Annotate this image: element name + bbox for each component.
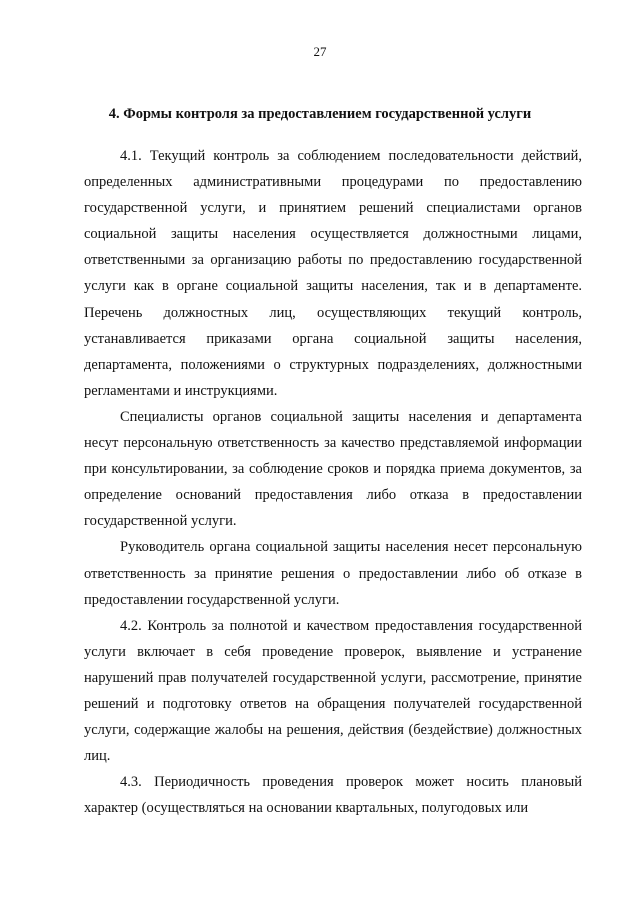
- paragraph-specialists-responsibility: Специалисты органов социальной защиты населения и департамента несут персональную ответственность за качество представляемой информации при консультировании, за соблюдение сроков и порядка приема документов, за определение оснований предоставления либо отказа в предоставлении государственной услуги.: [84, 408, 582, 530]
- paragraph-4-2: 4.2. Контроль за полнотой и качеством предоставления государственной услуги включает в себя проведение проверок, выявление и устранение нарушений прав получателей государственной услуги, рассмотрение, принятие решений и подготовку ответов на обращения получателей государственной услуги, содержащие жалобы на решения, действия (бездействие) должностных лиц.: [84, 617, 582, 765]
- page-number: 27: [313, 44, 327, 59]
- paragraph-head-responsibility: Руководитель органа социальной защиты населения несет персональную ответственность за принятие решения о предоставлении либо об отказе в предоставлении государственной услуги.: [84, 539, 582, 608]
- paragraph-4-3: 4.3. Периодичность проведения проверок может носить плановый характер (осуществляться на основании квартальных, полугодовых или: [84, 774, 582, 817]
- section-heading: 4. Формы контроля за предоставлением государственной услуги: [108, 106, 532, 122]
- paragraph-4-1: 4.1. Текущий контроль за соблюдением последовательности действий, определенных административными процедурами по предоставлению государственной услуги, и принятием решений специалистами органов социальной защиты населения осуществляется должностными лицами, ответственными за организацию работы по предоставлению государственной услуги как в органе социальной защиты населения, так и в департаменте. Перечень должностных лиц, осуществляющих текущий контроль, устанавливается приказами органа социальной защиты населения, департамента, положениями о структурных подразделениях, должностными регламентами и инструкциями.: [84, 148, 582, 399]
- body-text: [84, 143, 582, 821]
